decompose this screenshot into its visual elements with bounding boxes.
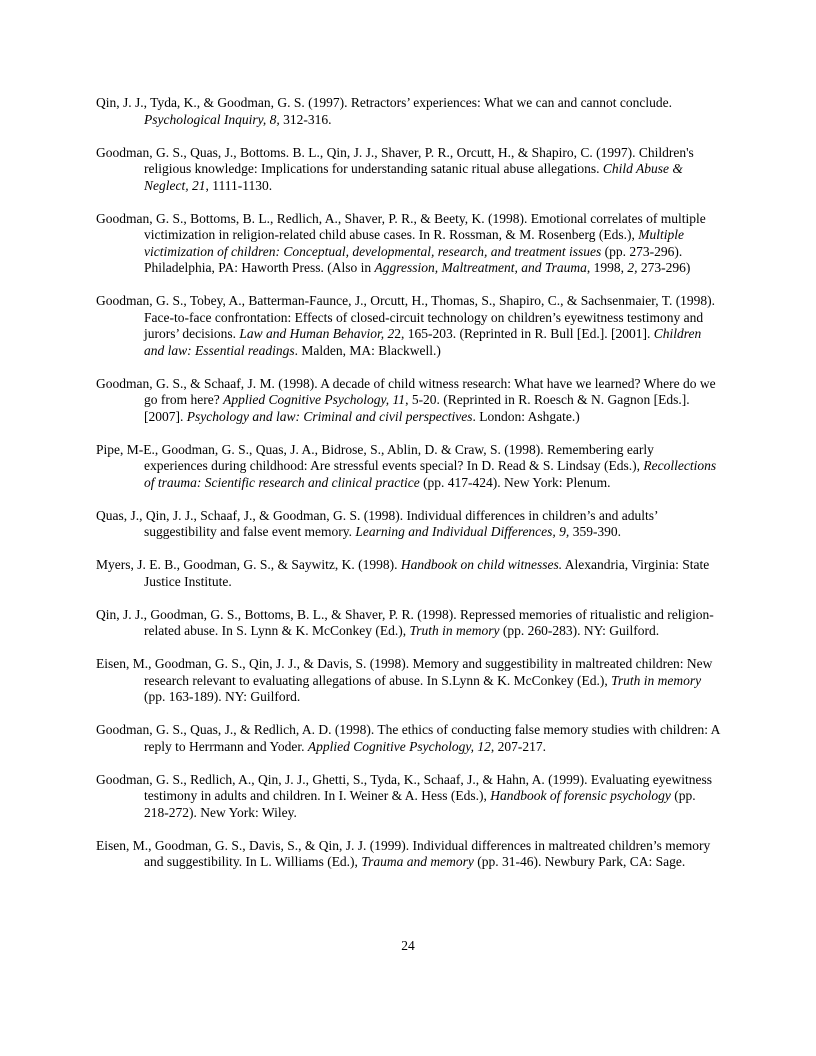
- reference-text-segment: (pp. 31-46). Newbury Park, CA: Sage.: [473, 854, 686, 869]
- reference-item: [96, 607, 720, 640]
- reference-item: [96, 211, 720, 277]
- reference-italic-segment: Handbook of forensic psychology: [490, 788, 671, 803]
- reference-text-segment: 312-316.: [279, 111, 332, 127]
- reference-text-segment: , 5-20. (Reprinted in R. Roesch & N. Gagnon [Eds.]. [2007].: [144, 392, 690, 424]
- reference-italic-segment: Applied Cognitive Psychology, 11: [223, 392, 406, 407]
- reference-text-segment: . Malden, MA: Blackwell.): [294, 342, 441, 358]
- reference-italic-segment: Multiple victimization of children: Conceptual, developmental, research, and treatment issues: [144, 227, 685, 259]
- reference-text-segment: (pp. 218-272). New York: Wiley.: [144, 788, 696, 820]
- reference-text-segment: Alexandria, Virginia: State Justice Institute.: [144, 557, 710, 589]
- reference-text-segment: , 1998,: [586, 260, 628, 275]
- reference-italic-segment: Trauma and memory: [361, 854, 474, 869]
- reference-italic-segment: Aggression, Maltreatment, and Trauma: [374, 260, 587, 275]
- reference-item: [96, 442, 720, 492]
- reference-item: [96, 838, 720, 871]
- reference-text-segment: Goodman, G. S., Quas, J., & Redlich, A. D. (1998). The ethics of conducting false memory studies with children: A reply to Herrmann and Yoder.: [96, 722, 720, 754]
- reference-italic-segment: Truth in memory: [611, 672, 702, 688]
- reference-item: [96, 656, 720, 706]
- reference-italic-segment: 2,: [627, 260, 638, 275]
- reference-italic-segment: Psychology and law: Criminal and civil perspectives: [186, 408, 473, 424]
- reference-text-segment: (pp. 260-283). NY: Guilford.: [499, 623, 660, 638]
- reference-text-segment: (pp. 163-189). NY: Guilford.: [144, 689, 301, 704]
- reference-text-segment: Goodman, G. S., Redlich, A., Qin, J. J., Ghetti, S., Tyda, K., Schaaf, J., & Hahn, A. (1999). Evaluating eyewitness testimony in adults and children. In I. Weiner & A. Hess (Eds.),: [96, 771, 712, 803]
- reference-text-segment: 2, 165-203. (Reprinted in R. Bull [Ed.]. [2001].: [394, 326, 654, 341]
- reference-item: [96, 722, 720, 755]
- reference-item: [96, 95, 720, 128]
- reference-italic-segment: Psychological Inquiry, 8,: [144, 111, 280, 127]
- reference-text-segment: Pipe, M-E., Goodman, G. S., Quas, J. A., Bidrose, S., Ablin, D. & Craw, S. (1998). Remembering early experiences during childhood: Are stressful events special? In D. Read & S. Lindsay (Eds.),: [96, 441, 654, 473]
- reference-italic-segment: Recollections of trauma: Scientific research and clinical practice: [144, 458, 717, 490]
- reference-item: [96, 557, 720, 590]
- page-number: 24: [401, 938, 415, 953]
- reference-text-segment: Qin, J. J., Tyda, K., & Goodman, G. S. (1997). Retractors’ experiences: What we can and cannot conclude.: [96, 95, 673, 110]
- reference-italic-segment: Children and law: Essential readings: [144, 326, 702, 358]
- reference-item: [96, 508, 720, 541]
- reference-item: [96, 772, 720, 822]
- reference-text-segment: 273-296): [637, 260, 691, 275]
- reference-text-segment: (pp. 273-296). Philadelphia, PA: Haworth Press. (Also in: [144, 243, 683, 275]
- reference-italic-segment: Learning and Individual Differences, 9,: [355, 524, 570, 539]
- reference-text-segment: Eisen, M., Goodman, G. S., Davis, S., & Qin, J. J. (1999). Individual differences in maltreated children’s memory and suggestibility. In L. Williams (Ed.),: [96, 837, 711, 869]
- reference-item: [96, 145, 720, 195]
- reference-italic-segment: Handbook on child witnesses.: [400, 557, 563, 572]
- reference-text-segment: Myers, J. E. B., Goodman, G. S., & Saywitz, K. (1998).: [96, 557, 401, 572]
- reference-italic-segment: Child Abuse & Neglect, 21: [144, 161, 683, 193]
- reference-italic-segment: Truth in memory: [409, 623, 500, 638]
- reference-text-segment: . London: Ashgate.): [472, 408, 580, 424]
- reference-italic-segment: Applied Cognitive Psychology, 12: [307, 738, 491, 754]
- reference-text-segment: Goodman, G. S., & Schaaf, J. M. (1998). A decade of child witness research: What have we learned? Where do we go from here?: [96, 375, 716, 407]
- reference-text-segment: 359-390.: [569, 524, 622, 539]
- reference-text-segment: Goodman, G. S., Quas, J., Bottoms. B. L., Qin, J. J., Shaver, P. R., Orcutt, H., & Shapiro, C. (1997). Children's religious knowledge: Implications for understanding satanic ritual abuse allegations.: [96, 144, 694, 176]
- reference-list: [96, 95, 720, 871]
- reference-italic-segment: Law and Human Behavior, 2: [239, 326, 395, 341]
- reference-text-segment: Quas, J., Qin, J. J., Schaaf, J., & Goodman, G. S. (1998). Individual differences in children’s and adults’ suggestibility and false event memory.: [96, 507, 658, 539]
- reference-text-segment: Goodman, G. S., Bottoms, B. L., Redlich, A., Shaver, P. R., & Beety, K. (1998). Emotional correlates of multiple victimization in religion-related child abuse cases. In R. Rossman, & M. Rosenberg (Eds.),: [96, 210, 706, 242]
- reference-item: [96, 293, 720, 359]
- reference-text-segment: , 207-217.: [490, 738, 546, 754]
- reference-item: [96, 376, 720, 426]
- reference-text-segment: , 1111-1130.: [205, 177, 273, 193]
- reference-text-segment: (pp. 417-424). New York: Plenum.: [419, 474, 611, 490]
- reference-text-segment: Eisen, M., Goodman, G. S., Qin, J. J., & Davis, S. (1998). Memory and suggestibility in maltreated children: New research relevant to evaluating allegations of abuse. In S.Lynn & K. McConkey (Ed.),: [96, 656, 713, 688]
- reference-text-segment: Qin, J. J., Goodman, G. S., Bottoms, B. L., & Shaver, P. R. (1998). Repressed memories of ritualistic and religion-related abuse. In S. Lynn & K. McConkey (Ed.),: [96, 606, 714, 638]
- reference-text-segment: Goodman, G. S., Tobey, A., Batterman-Faunce, J., Orcutt, H., Thomas, S., Shapiro, C., & Sachsenmaier, T. (1998). Face-to-face confrontation: Effects of closed-circuit technology on children’s eyewitness testimony and jurors’ decisions.: [96, 293, 716, 341]
